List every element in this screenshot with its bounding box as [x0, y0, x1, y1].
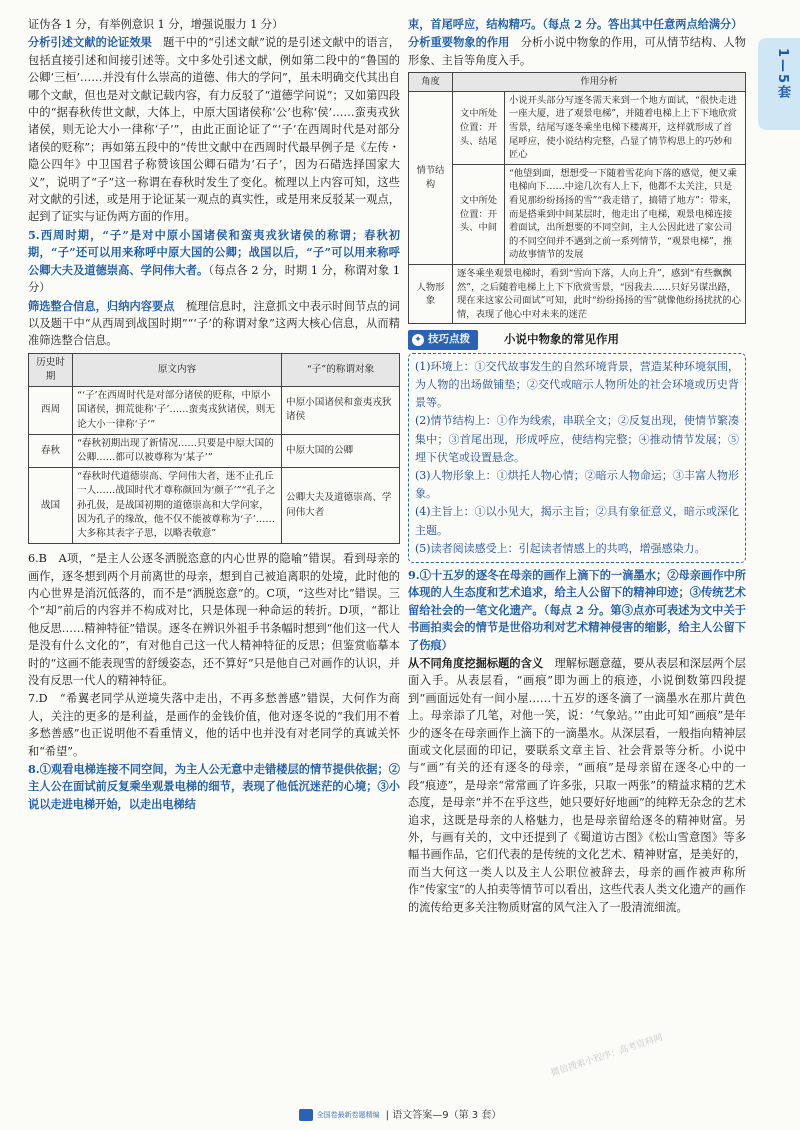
object-role-table: [408, 72, 746, 324]
answer-q9: 9.①十五岁的逐冬在母亲的画作上滴下的一滴墨水；②母亲画作中所体现的人生态度和艺术追求，给主人公留下的精神印迹；③传统艺术留给社会的一笔文化遗产。（每点 2 分。第③点亦可表述为文中关于书画拍卖会的情节是世俗功利对艺术精神侵害的缩影，给主人公留下了伤痕）: [408, 567, 746, 652]
page-number: 语文答案—9（第 3 套）: [392, 1110, 502, 1121]
table-row: 春秋 “春秋初期出现了新情况……只要是中原大国的公卿……都可以被尊称为‘某子’” 中原大国的公卿: [29, 434, 400, 467]
table-row: 西周 “‘子’在西周时代是对部分诸侯的贬称，中原小国诸侯，拥荒徙称‘子’……蛮夷戎狄诸侯，则无论大小一律称‘子’” 中原小国诸侯和蛮夷戎狄诸侯: [29, 387, 400, 435]
tips-item: (3)人物形象上：①烘托人物心情；②暗示人物命运；③丰富人物形象。: [415, 468, 739, 501]
answer-q8-cont: 束，首尾呼应，结构精巧。（每点 2 分。答出其中任意两点给满分）: [408, 17, 743, 31]
table-header: 原文内容: [73, 353, 282, 386]
analysis-citation: 分析引述文献的论证效果 题干中的“引述文献”说的是引述文献中的语言，包括直接引述和间接引述等。文中多处引述文献，例如第二段中的“鲁国的公卿‘三桓’……并没有什么崇高的道德、伟大的学问”，虽未明确交代其出自哪个文献，但也是对文献记载内容，有力反驳了“道德学问说”；又如第四段中的“据春秋传世文献，大体上，中原大国诸侯称‘公’也称‘侯’……蛮夷戎狄诸侯，则无论大小一律称‘子’”，由此正面论证了“‘子’在西周时代是对部分诸侯的贬称”；再如第五段中的“传世文献中在西周时代最早例子是《左传・隐公四年》中卫国君子称赞该国公卿石碏为‘石子’，因为石碏选择国家大义”，说明了“子”这一称谓在春秋时发生了变化。梳理以上内容可知，这些对文献的引述，或是用于论证某一观点的真实性，或是用来反驳某一观点，起到了证实与证伪两方面的作用。: [28, 35, 400, 224]
table-header: “子”的称谓对象: [282, 353, 400, 386]
table-header: 角度: [409, 73, 453, 92]
table-header: 作用分析: [453, 73, 746, 92]
answer-q7: 7.D “希翼老同学从逆境失落中走出，不再多愁善感”错误，大何作为商人，关注的更多的是利益，是画作的金钱价值，他对逐冬说的“我们用不着多愁善感”也正说明他不看重情义，他的话中也并没有对老同学的真诚关怀和“希望”。: [28, 692, 400, 758]
tips-item: (2)情节结构上：①作为线索，串联全文；②反复出现，使情节繁凑集中；③首尾出现，形成呼应，使结构完整；④推动情节发展；⑤埋下伏笔或设置悬念。: [415, 414, 739, 464]
table-header: 历史时期: [29, 353, 73, 386]
right-column: [408, 16, 746, 917]
answer-q5: 5.西周时期，“子”是对中原小国诸侯和蛮夷戎狄诸侯的称谓；春秋初期，“子”还可以用来称呼中原大国的公卿；战国以后，“子”可以用来称呼公卿大夫及道德崇高、学问伟大者。（每点各 2 分，时期 1 分，称谓对象 1 分）: [28, 227, 400, 295]
method-label: 分析重要物象的作用: [408, 35, 510, 50]
table-row: 战国 “春秋时代道德崇高、学问伟大者，迷不止孔丘一人……战国时代才尊称颜回为‘颜子’”“孔子之孙孔伋，是战国初期的道德崇高和大学问家，因为孔子的缘故，他不仅不能被尊称为‘子’……大多称其表字子思，以略表敬意” 公卿大夫及道德崇高、学问伟大者: [29, 468, 400, 544]
tips-header: [408, 330, 746, 349]
tips-item: (4)主旨上：①以小见大，揭示主旨；②具有象征意义，暗示或深化主题。: [415, 505, 739, 537]
publisher-logo-icon: [299, 1109, 313, 1121]
tips-title: 小说中物象的常见作用: [504, 332, 619, 347]
method-label: 从不同角度挖掘标题的含义: [408, 655, 544, 670]
method-label: 分析引述文献的论证效果: [28, 35, 152, 50]
set-side-tab-label: 1—5套: [775, 48, 790, 101]
tips-item: (1)环境上：①交代故事发生的自然环境背景，营造某种环境氛围，为人物的出场做铺垫；②交代或暗示人物所处的社会环境或历史背景等。: [415, 359, 739, 410]
table-row: 人物形象 逐冬乘坐观景电梯时，看到“雪向下落，人向上升”，感到“有些飘飘然”，之后随着电梯上上下下欣赏雪景，“因我去……只好另谋出路，现在来这家公司面试”可知，此时“纷纷扬扬的雪”就像他纷扬扰扰的心情，表现了他心中对未来的迷茫: [409, 264, 746, 323]
analysis-q5: 筛选整合信息，归纳内容要点 梳理信息时，注意抓文中表示时间节点的词以及题干中“从西周到战国时期”“‘子’的称谓对象”这两大核心信息，从而精准筛选整合信息。: [28, 298, 400, 348]
footer-brand: 全国卷最新卷题精编: [316, 1111, 380, 1119]
analysis-q8: 分析重要物象的作用 分析小说中物象的作用，可从情节结构、人物形象、主旨等角度入手。: [408, 35, 746, 67]
tips-badge: ✦ 技巧点拨: [408, 330, 478, 349]
page-footer: 全国卷最新卷题精编 | 语文答案—9（第 3 套）: [0, 1106, 800, 1121]
table-row: 情节结构 文中所处位置：开头、结尾 小说开头部分写逐冬需天来到一个地方面试，“很快走进一座大厦，进了观景电梯”，并随着电梯上上下下地欣赏雪景，结尾写逐冬乘坐电梯下楼离开，这样就形成了首尾呼应，使小说结构完整，凸显了情节构思上的巧妙和匠心: [409, 91, 746, 164]
answer-scoring-note: 证伪各 1 分，有举例意识 1 分，增强说服力 1 分）: [28, 18, 284, 31]
tips-item: (5)读者阅读感受上：引起读者情感上的共鸣，增强感染力。: [415, 541, 706, 555]
lightbulb-icon: ✦: [412, 334, 424, 346]
tips-box: [408, 353, 746, 563]
title-period-table: [28, 353, 400, 544]
watermark: 微信搜索小程序：高考资料网: [549, 1033, 665, 1079]
left-column: [28, 16, 400, 814]
answer-q6: 6.B A项，“是主人公逐冬洒脱恣意的内心世界的隐喻”错误。看到母亲的画作，逐冬想到两个月前离世的母亲，想到自己被追离职的处境，此时他的内心世界是消沉低落的，而不是“洒脱恣意”的。C项，“这些对比”错误。三个“却”前后的内容并不构成对比，只是体现一种命运的转折。D项，“都让他反思……精神特征”错误。逐冬在辨识外祖手书条幅时想到“他们这一代人是没有什么文化的”，有对他自己这一代人精神特征的反思；但鉴赏临摹本时的“这画不能表现雪的舒缓姿态，还不算好”只是他自己对画作的认识，并没有反思一代人的精神特征。: [28, 552, 400, 687]
answer-q8: 8.①观看电梯连接不同空间，为主人公无意中走错楼层的情节提供依据；②主人公在面试前反复乘坐观景电梯的细节，表现了他低沉迷茫的心境；③小说以走进电梯开始，以走出电梯结: [28, 762, 400, 811]
analysis-q9: 从不同角度挖掘标题的含义 理解标题意蕴，要从表层和深层两个层面入手。从表层看，“画痕”即为画上的痕迹，小说倒数第四段提到“画面远处有一间小屋……十五岁的逐冬滴了一滴墨水在那片黄色上。母亲添了几笔，对他一笑，说：‘气象站。’”由此可知“画痕”是年少的逐冬在母亲画作上滴下的一滴墨水。从深层看，一般指向精神层面或文化层面的印记，要联系文章主旨、社会背景等分析。小说中与“画”有关的还有逐冬的母亲，“画痕”是母亲留在逐冬心中的一段“痕迹”，是母亲“常常画了许多张，只取一两张”的精益求精的艺术态度，是母亲“并不在乎这些，她只要好好地画”的纯粹无杂念的艺术追求，这既是母亲的人格魅力，也是母亲留给逐冬的精神财富。另外，与画有关的，文中还提到了《蜀道访古图》《松山雪意图》等多幅书画作品，它们代表的是传统的文化艺术、精神财富，是美好的，而当大何这一类人以及主人公职位被辞去，母亲的画作被声称所作“传家宝”的人拍卖等情节可以看出，这些代表人类文化遗产的画作的流传给更多关注物质财富的风气注入了一股清流细流。: [408, 655, 746, 914]
method-label: 筛选整合信息，归纳内容要点: [28, 298, 175, 313]
table-row: 文中所处位置：开头、中间 “他望到面，想想受一下随着雪花向下落的感觉，便又乘电梯向下……中途几次有人上下，他都不太关注，只是看见那纷纷扬扬的雪”“我走错了，搞错了地方”：带来，而是搭乘到中间某层时，他走出了电梯，观景电梯连接着面试，出所想要的不同空间，主人公因此进了家公司的不同空间并不遇到之前一系列情节，“观景电梯”，推动故事情节的发展: [409, 164, 746, 264]
